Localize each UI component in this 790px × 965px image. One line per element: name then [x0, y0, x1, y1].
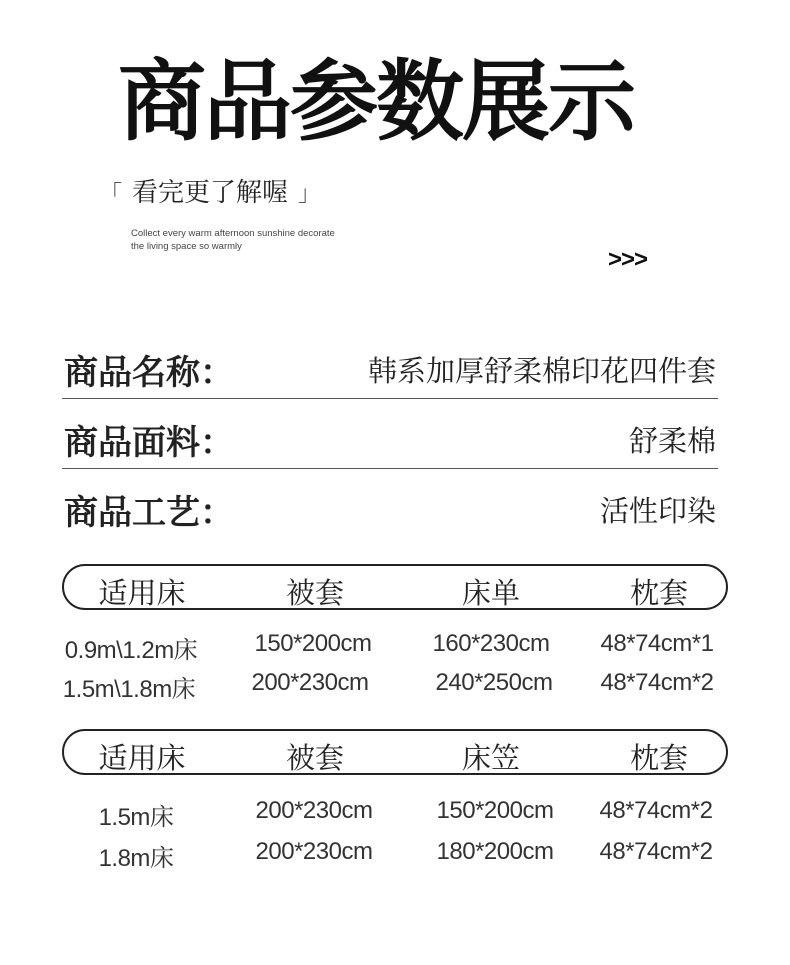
subtitle-close-bracket: 」 — [298, 182, 321, 207]
table-cell: 160*230cm — [432, 630, 550, 657]
description-line: the living space so warmly — [131, 241, 242, 252]
table-cell: 48*74cm*1 — [600, 630, 714, 657]
english-description — [131, 227, 335, 253]
table-cell: 1.5m床 — [98, 804, 174, 831]
table-cell: 200*230cm — [251, 669, 369, 696]
table-header-cell: 被套 — [285, 741, 345, 775]
table-cell: 150*200cm — [254, 630, 372, 657]
param-row-craft — [62, 469, 718, 539]
param-value: 活性印染 — [599, 494, 716, 528]
table-row — [0, 838, 790, 878]
table-header-cell: 适用床 — [98, 576, 186, 610]
table1-header — [62, 564, 728, 610]
table-header-cell: 床笠 — [461, 741, 521, 775]
table-row — [0, 630, 790, 670]
table-header-cell: 适用床 — [98, 741, 186, 775]
table2-header — [62, 729, 728, 775]
table-cell: 0.9m\1.2m床 — [64, 637, 198, 664]
table-cell: 150*200cm — [436, 797, 554, 824]
param-label: 商品工艺： — [64, 493, 234, 533]
param-row-name — [62, 329, 718, 399]
table-cell: 1.5m\1.8m床 — [62, 676, 196, 703]
table-cell: 48*74cm*2 — [600, 669, 714, 696]
param-label: 商品面料： — [64, 423, 234, 463]
description-line: Collect every warm afternoon sunshine decorate — [131, 228, 335, 239]
table-cell: 48*74cm*2 — [599, 797, 713, 824]
param-value: 韩系加厚舒柔棉印花四件套 — [367, 354, 716, 388]
subtitle — [100, 180, 320, 206]
param-row-fabric — [62, 399, 718, 469]
table-row — [0, 669, 790, 709]
table-header-cell: 被套 — [285, 576, 345, 610]
subtitle-text: 看完更了解喔 — [132, 178, 289, 208]
table-cell: 200*230cm — [255, 797, 373, 824]
param-label: 商品名称： — [64, 353, 234, 393]
param-value: 舒柔棉 — [628, 424, 716, 458]
table-cell: 240*250cm — [435, 669, 553, 696]
arrows-icon: >>> — [608, 246, 648, 273]
table-cell: 180*200cm — [436, 838, 554, 865]
table-header-cell: 床单 — [461, 576, 521, 610]
table-header-cell: 枕套 — [629, 576, 689, 610]
table-cell: 200*230cm — [255, 838, 373, 865]
table-header-cell: 枕套 — [629, 741, 689, 775]
page-title: 商品参数展示 — [118, 50, 635, 153]
subtitle-open-bracket: 「 — [100, 182, 123, 207]
table-cell: 1.8m床 — [98, 845, 174, 872]
table-cell: 48*74cm*2 — [599, 838, 713, 865]
table-row — [0, 797, 790, 837]
